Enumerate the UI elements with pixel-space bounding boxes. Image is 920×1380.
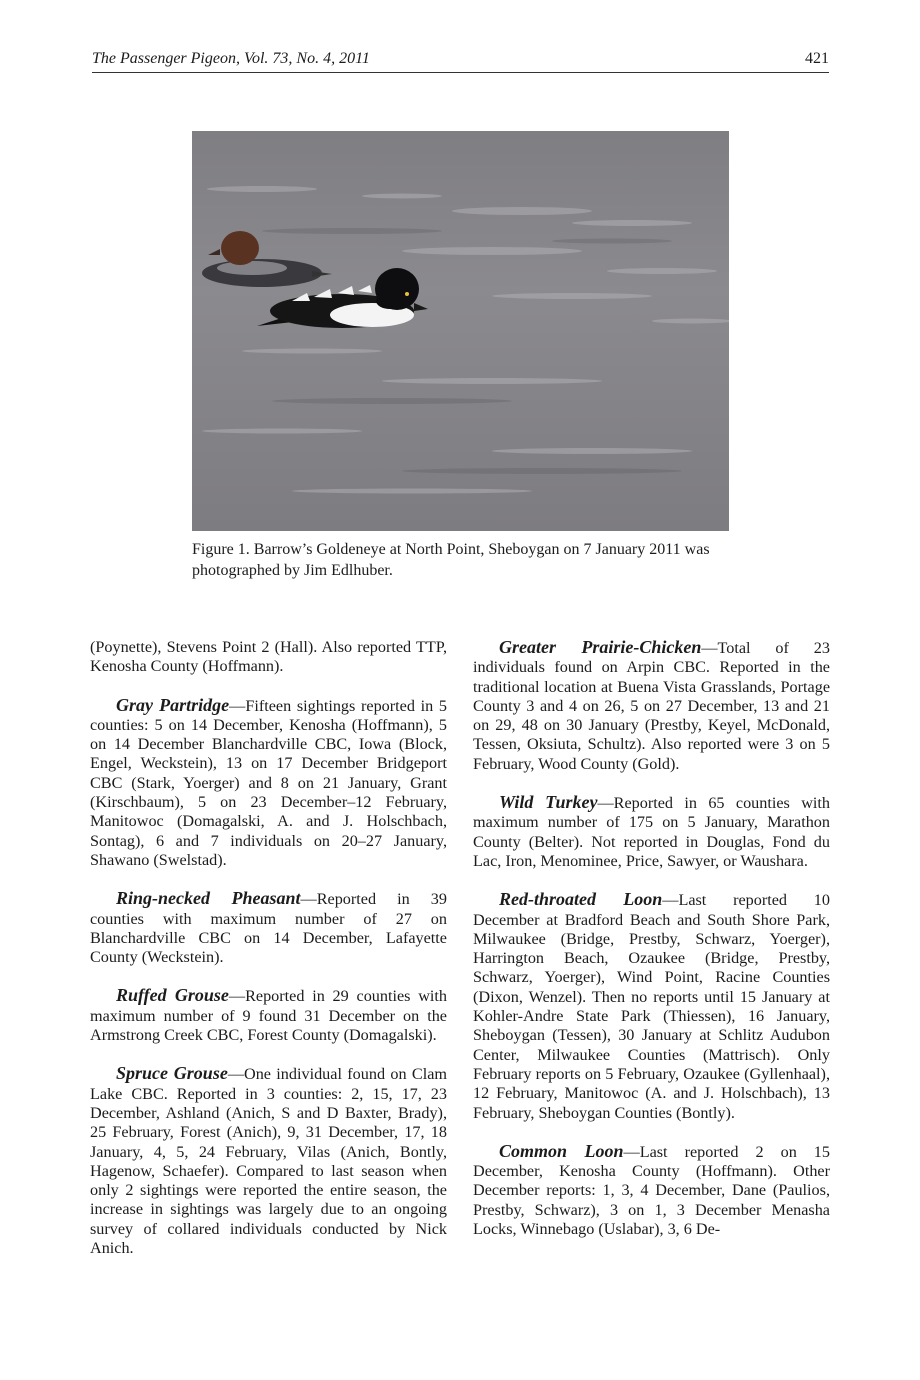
species-text: —Reported in 65 counties with maximum number of 175 on 5 January, Marathon County (Belter). Not reported in Douglas, Fond du Lac, Iron, Menominee, Price, Sawyer, or Waushara. [473,794,830,870]
species-text: —Last reported 10 December at Bradford Beach and South Shore Park, Milwaukee (Bridge, Prestby, Schwarz, Yoerger), Harrington Beach, Ozaukee (Bridge, Prestby, Schwarz, Yoerger), Wind Point, Racine Counties (Dixon, Wenzel). Then no reports until 15 January at Kohler-Andre State Park (Thiessen), 16 January, Sheboygan (Tessen), 30 January at Schlitz Audubon Center, Milwaukee Counties (Mattrisch). Only February reports on 5 February, Ozaukee (Gyllenhaal), 12 February, Manitowoc (A. and J. Holschbach), 13 February, Sheboygan Counties (Bontly). [473,891,830,1122]
page-number: 421 [805,50,829,67]
species-name: Ring-necked Pheasant [116,888,301,909]
species-entry [90,696,447,871]
species-entry [473,638,830,774]
species-entry [90,889,447,967]
female-goldeneye [202,231,332,287]
figure-caption: Figure 1. Barrow’s Goldeneye at North Point, Sheboygan on 7 January 2011 was photographed by Jim Edlhuber. [192,541,710,579]
species-entry [473,890,830,1123]
species-entry [473,1142,830,1239]
species-name: Spruce Grouse [116,1063,228,1084]
journal-title: The Passenger Pigeon, Vol. 73, No. 4, 2011 [92,50,370,67]
species-name: Greater Prairie-Chicken [499,637,702,657]
species-name: Wild Turkey [499,792,598,813]
right-column [473,638,830,1258]
species-name: Ruffed Grouse [116,985,229,1006]
species-name: Gray Partridge [116,694,230,715]
continuation-paragraph: (Poynette), Stevens Point 2 (Hall). Also reported TTP, Kenosha County (Hoffmann). [90,638,447,676]
species-text: —One individual found on Clam Lake CBC. Reported in 3 counties: 2, 15, 17, 23 December, Ashland (Anich, S and D Baxter, Brady), 25 February, Forest (Anich), 9, 31 December, 17, 18 January, 4, 5, 24 February, Vilas (Anich, Bontly, Hagenow, Schaefer). Compared to last season when only 2 sightings were reported the entire season, the increase in sightings was largely due to an ongoing survey of collared individuals conducted by Nick Anich. [90,1065,447,1258]
running-header [92,50,829,73]
species-entry [90,1064,447,1258]
goldeneye-photo [192,131,729,531]
species-name: Common Loon [499,1140,624,1161]
species-entry [90,986,447,1045]
species-text: —Fifteen sightings reported in 5 counties: 5 on 14 December, Kenosha (Hoffmann), 5 on 14 December Blanchardville CBC, Iowa (Block, Engel, Weckstein), 13 on 17 December Bridgeport CBC (Stark, Yoerger) and 8 on 21 January, Grant (Kirschbaum), 5 on 23 December–12 February, Manitowoc (Domagalski, A. and J. Holschbach, Sontag), 6 and 7 individuals on 20–27 January, Shawano (Swelstad). [90,696,447,869]
species-text: —Reported in 39 counties with maximum number of 27 on Blanchardville CBC on 14 December, Lafayette County (Weckstein). [90,890,447,967]
left-column [90,638,447,1277]
species-text: —Total of 23 individuals found on Arpin CBC. Reported in the traditional location at Buena Vista Grasslands, Portage County 3 and 4 on 26, 5 on 27 December, 13 and 21 on 29, 48 on 30 January (Prestby, Keyel, McDonald, Tessen, Oksiuta, Schultz). Also reported were 3 on 5 February, Wood County (Gold). [473,639,830,773]
species-entry [473,793,830,871]
species-text: —Last reported 2 on 15 December, Kenosha County (Hoffmann). Other December reports: 1, 3, 4 December, Dane (Paulios, Prestby, Schwarz), 3 on 1, 3 December Menasha Locks, Winnebago (Uslabar), 3, 6 De- [473,1142,830,1239]
species-text: —Reported in 29 counties with maximum number of 9 found 31 December on the Armstrong Creek CBC, Forest County (Domagalski). [90,987,447,1045]
photo-illustration [192,131,729,531]
species-name: Red-throated Loon [499,889,663,910]
